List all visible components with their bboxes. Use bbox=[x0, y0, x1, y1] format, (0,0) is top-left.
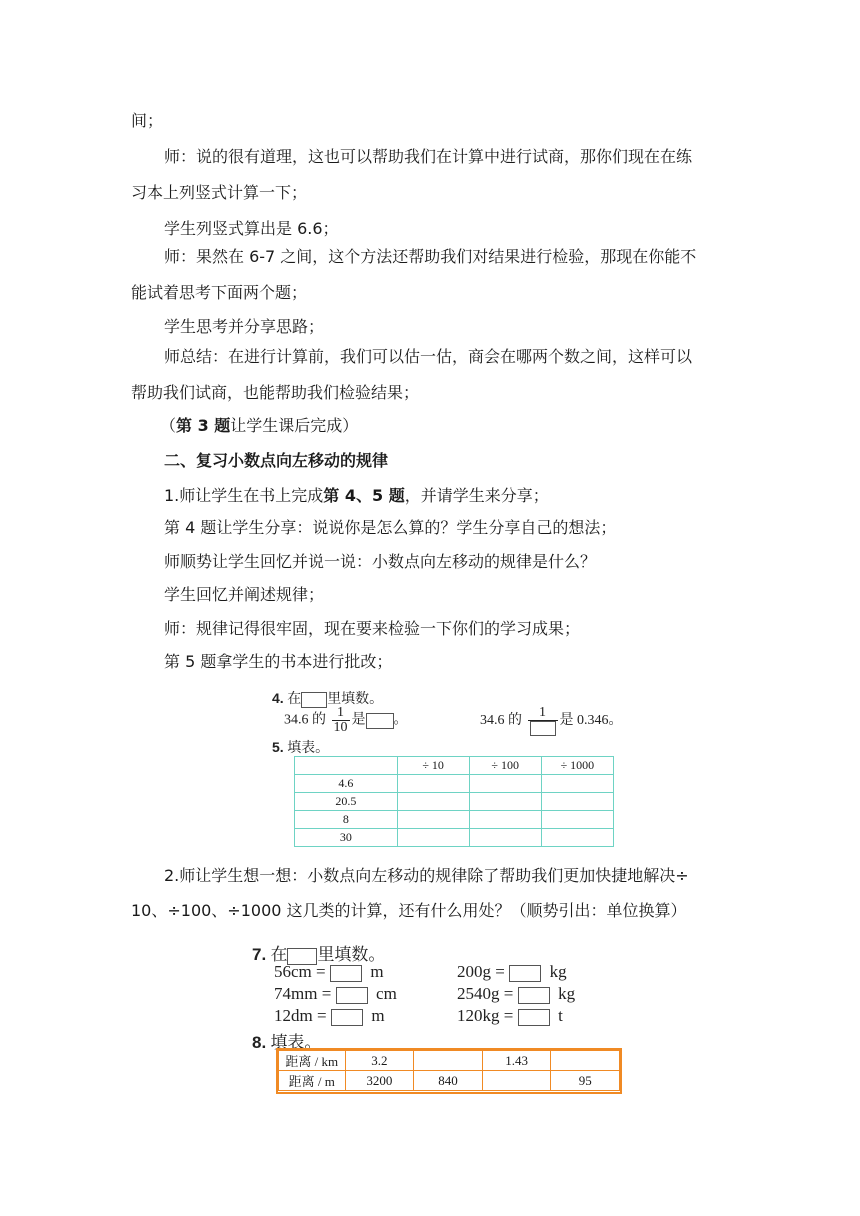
paragraph-line: 2.师让学生想一想：小数点向左移动的规律除了帮助我们更加快捷地解决÷ bbox=[164, 866, 689, 885]
table-row bbox=[279, 1071, 620, 1091]
table-cell[interactable] bbox=[469, 829, 541, 847]
paren-open: （ bbox=[160, 416, 177, 435]
conversion-unit: t bbox=[558, 1006, 563, 1025]
paragraph-line: 能试着思考下面两个题； bbox=[131, 283, 308, 302]
paragraph-line: 帮助我们试商，也能帮助我们检验结果； bbox=[131, 383, 420, 402]
table-cell[interactable] bbox=[397, 793, 469, 811]
table-cell[interactable] bbox=[541, 793, 613, 811]
table-cell[interactable]: 840 bbox=[414, 1071, 483, 1091]
table-cell[interactable] bbox=[469, 811, 541, 829]
bold-text: 第 4、5 题 bbox=[323, 486, 405, 505]
conversion-text: 200g = bbox=[457, 962, 505, 981]
paragraph-line bbox=[160, 416, 358, 436]
table-cell[interactable] bbox=[482, 1071, 551, 1091]
table-header-cell: ÷ 100 bbox=[469, 757, 541, 775]
paragraph-line: 师总结：在进行计算前，我们可以估一估，商会在哪两个数之间，这样可以 bbox=[164, 347, 693, 366]
table-row-label: 距离 / km bbox=[279, 1051, 346, 1071]
table-header-cell: ÷ 10 bbox=[397, 757, 469, 775]
table-cell[interactable] bbox=[541, 811, 613, 829]
table-row bbox=[295, 793, 614, 811]
table-cell[interactable] bbox=[414, 1051, 483, 1071]
conversion-unit: m bbox=[370, 962, 384, 981]
answer-box[interactable] bbox=[336, 987, 368, 1004]
table-row-label: 距离 / m bbox=[279, 1071, 346, 1091]
conversion-unit: m bbox=[371, 1006, 385, 1025]
table-cell[interactable]: 3200 bbox=[345, 1071, 414, 1091]
question-text: 在 bbox=[270, 945, 288, 964]
bold-text: 第 3 题 bbox=[176, 416, 231, 435]
conversion-unit: kg bbox=[549, 962, 567, 981]
table-cell[interactable] bbox=[541, 775, 613, 793]
question-number: 7. bbox=[252, 945, 267, 964]
paragraph-line: 师：说的很有道理，这也可以帮助我们在计算中进行试商，那你们现在在练 bbox=[164, 147, 693, 166]
text-span: 1.师让学生在书上完成 bbox=[164, 486, 324, 505]
paren-text: 让学生课后完成） bbox=[230, 416, 359, 435]
conversion-text: 12dm = bbox=[274, 1006, 327, 1025]
table-row bbox=[279, 1051, 620, 1071]
table-cell[interactable] bbox=[551, 1051, 620, 1071]
fraction bbox=[332, 706, 350, 735]
table-cell[interactable]: 1.43 bbox=[482, 1051, 551, 1071]
question-text: 在 bbox=[287, 692, 302, 707]
answer-box[interactable] bbox=[331, 1009, 363, 1026]
table-row-label: 30 bbox=[295, 829, 398, 847]
section-heading: 二、复习小数点向左移动的规律 bbox=[164, 451, 389, 470]
table-header-cell: ÷ 1000 bbox=[541, 757, 613, 775]
paragraph-line: 学生列竖式算出是 6.6； bbox=[164, 219, 339, 238]
paragraph-line bbox=[164, 486, 549, 506]
table-header-cell bbox=[295, 757, 398, 775]
conversion-text: 56cm = bbox=[274, 962, 326, 981]
paragraph-line: 间； bbox=[131, 111, 164, 130]
paragraph-line: 学生思考并分享思路； bbox=[164, 317, 325, 336]
item-text: 34.6 的 bbox=[284, 712, 326, 728]
question-text: 里填数。 bbox=[327, 692, 384, 707]
table-cell[interactable] bbox=[469, 775, 541, 793]
table-cell[interactable] bbox=[397, 829, 469, 847]
paragraph-line: 师：果然在 6-7 之间，这个方法还帮助我们对结果进行检验，那现在你能不 bbox=[164, 247, 697, 266]
table-cell[interactable] bbox=[469, 793, 541, 811]
question-text: 填表。 bbox=[287, 741, 330, 756]
answer-box[interactable] bbox=[509, 965, 541, 982]
table-cell[interactable]: 95 bbox=[551, 1071, 620, 1091]
table-row bbox=[295, 775, 614, 793]
fraction bbox=[528, 706, 558, 736]
answer-box[interactable] bbox=[530, 721, 556, 736]
answer-box[interactable] bbox=[518, 1009, 550, 1026]
question-number: 5. bbox=[272, 739, 284, 755]
paragraph-line: 第 5 题拿学生的书本进行批改； bbox=[164, 652, 393, 671]
paragraph-line: 学生回忆并阐述规律； bbox=[164, 585, 325, 604]
conversion-text: 120kg = bbox=[457, 1006, 514, 1025]
fraction-numerator: 1 bbox=[332, 706, 350, 721]
answer-box[interactable] bbox=[330, 965, 362, 982]
item-text: 是 0.346。 bbox=[559, 713, 623, 729]
fraction-denominator: 10 bbox=[333, 720, 348, 735]
item-text: 。 bbox=[393, 712, 408, 728]
item-text: 是 bbox=[351, 712, 366, 728]
text-span: ，并请学生来分享； bbox=[404, 486, 549, 505]
conversion-text: 2540g = bbox=[457, 984, 514, 1003]
question-text: 里填数。 bbox=[317, 945, 386, 964]
table-row bbox=[295, 829, 614, 847]
table-cell[interactable] bbox=[541, 829, 613, 847]
fill-table-8 bbox=[278, 1050, 620, 1091]
conversion-unit: kg bbox=[558, 984, 576, 1003]
fraction-denominator bbox=[528, 721, 558, 736]
item-text: 34.6 的 bbox=[480, 713, 522, 729]
table-row-label: 4.6 bbox=[295, 775, 398, 793]
answer-box[interactable] bbox=[518, 987, 550, 1004]
table-row-label: 8 bbox=[295, 811, 398, 829]
conversion-text: 74mm = bbox=[274, 984, 332, 1003]
table-row-label: 20.5 bbox=[295, 793, 398, 811]
paragraph-line: 第 4 题让学生分享：说说你是怎么算的？学生分享自己的想法； bbox=[164, 518, 617, 537]
question-text: 填表。 bbox=[270, 1033, 322, 1052]
paragraph-line: 10、÷100、÷1000 这几类的计算，还有什么用处？（顺势引出：单位换算） bbox=[131, 901, 687, 920]
question-number: 8. bbox=[252, 1033, 267, 1052]
table-row bbox=[295, 811, 614, 829]
question-number: 4. bbox=[272, 690, 284, 706]
answer-box[interactable] bbox=[366, 713, 394, 729]
table-cell[interactable] bbox=[397, 775, 469, 793]
table-header-row bbox=[295, 757, 614, 775]
paragraph-line: 习本上列竖式计算一下； bbox=[131, 183, 308, 202]
table-cell[interactable]: 3.2 bbox=[345, 1051, 414, 1071]
paragraph-line: 师顺势让学生回忆并说一说：小数点向左移动的规律是什么？ bbox=[164, 552, 597, 571]
table-cell[interactable] bbox=[397, 811, 469, 829]
fill-table-5 bbox=[294, 756, 614, 847]
fraction-numerator: 1 bbox=[528, 706, 558, 721]
conversion-unit: cm bbox=[376, 984, 397, 1003]
paragraph-line: 师：规律记得很牢固，现在要来检验一下你们的学习成果； bbox=[164, 619, 581, 638]
